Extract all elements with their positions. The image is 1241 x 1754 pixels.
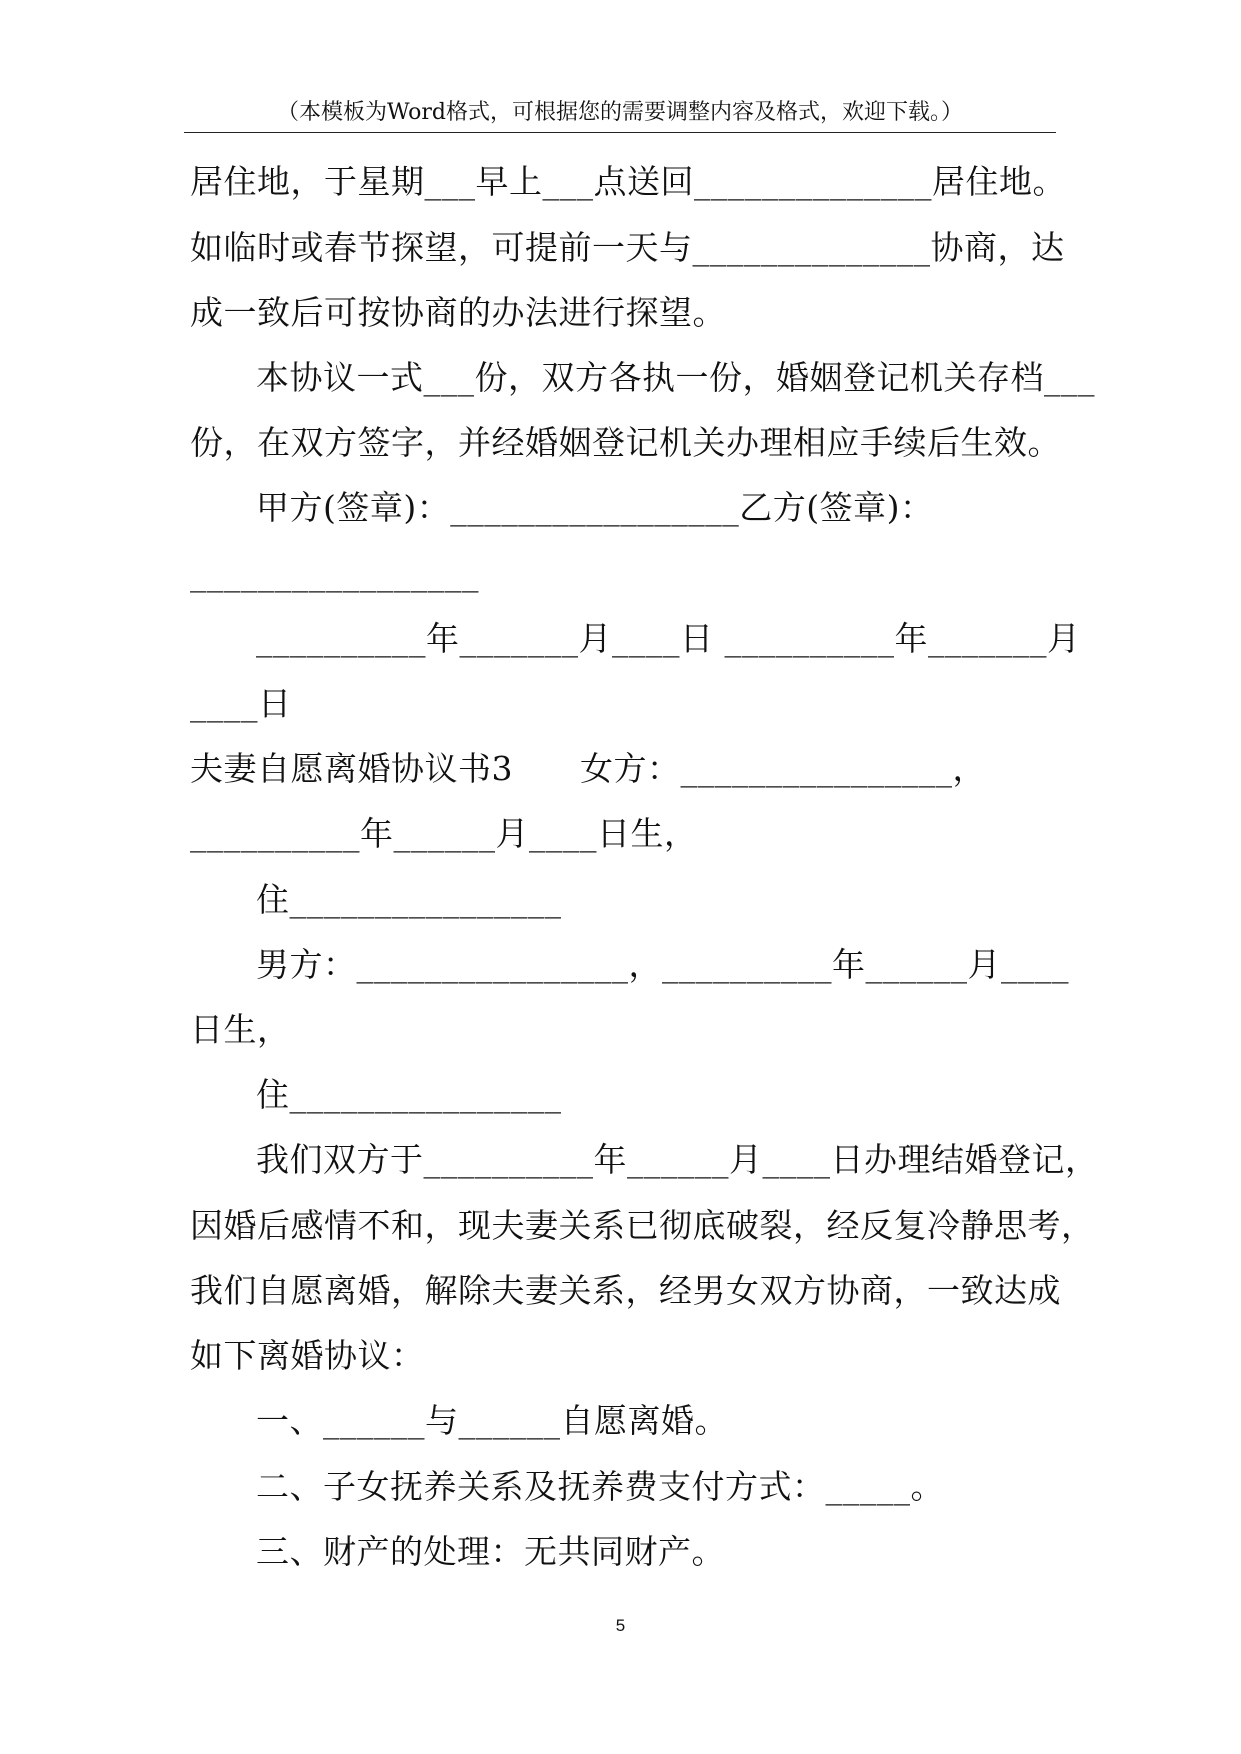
wife-address-line: 住________________ [256,880,562,919]
clause-2: 二、子女抚养关系及抚养费支付方式：_____。 [256,1467,944,1506]
clause-1: 一、______与______自愿离婚。 [256,1401,728,1440]
reason-line-1: 因婚后感情不和，现夫妻关系已彻底破裂，经反复冷静思考， [190,1206,1095,1245]
husband-birth-line: 日生， [190,1010,291,1049]
body-line-1: 居住地，于星期___早上___点送回______________居住地。 [190,162,1066,201]
husband-line: 男方：________________，__________年______月____ [256,945,1069,984]
header-divider [184,132,1056,133]
clause-3: 三、财产的处理：无共同财产。 [256,1532,725,1571]
husband-address-line: 住________________ [256,1075,562,1114]
marriage-registration-line: 我们双方于__________年______月____日办理结婚登记， [256,1140,1099,1179]
page-number: 5 [615,1616,626,1635]
body-line-2: 如临时或春节探望，可提前一天与______________协商，达 [190,228,1065,267]
date-line: __________年_______月____日 __________年_______月 [256,619,1081,658]
reason-line-2: 我们自愿离婚，解除夫妻关系，经男女双方协商，一致达成 [190,1271,1061,1310]
body-line-3: 成一致后可按协商的办法进行探望。 [190,293,726,332]
date-line-end: ____日 [190,684,292,723]
wife-birth-line: __________年______月____日生， [190,814,698,853]
body-line-4: 本协议一式___份，双方各执一份，婚姻登记机关存档___ [256,358,1095,397]
section-title-line: 夫妻自愿离婚协议书3 女方：________________， [190,749,986,788]
reason-line-3: 如下离婚协议： [190,1336,425,1375]
signature-blank: _________________ [190,554,479,593]
body-line-5: 份，在双方签字，并经婚姻登记机关办理相应手续后生效。 [190,423,1061,462]
template-header-note: （本模板为Word格式，可根据您的需要调整内容及格式，欢迎下载。） [277,100,963,125]
signature-line: 甲方(签章)：_________________乙方(签章)： [256,488,934,527]
